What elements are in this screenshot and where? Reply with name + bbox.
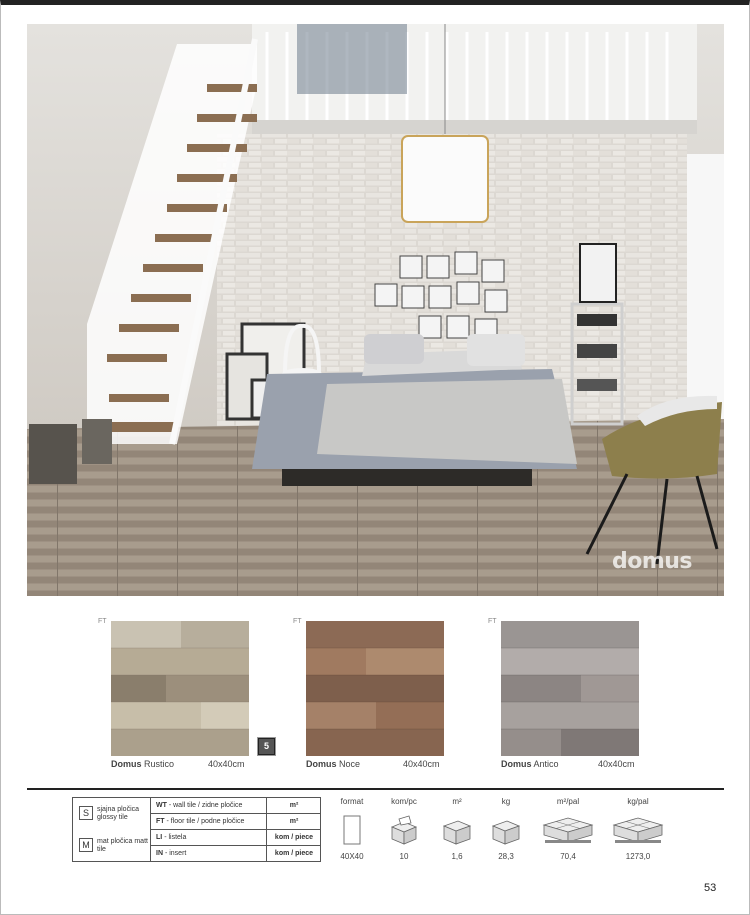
legend-row-in [151,846,321,862]
spec-value: 1,6 [451,852,463,861]
spec-header: format [340,797,364,806]
tile-caption [111,759,311,769]
legend-unit: m² [266,814,321,829]
spec-value: 40X40 [340,852,364,861]
spec-value: 1273,0 [625,852,651,861]
legend-row-ft [151,814,321,830]
pallet-icon [540,815,596,845]
spec-pieces [384,797,424,861]
tile-swatch-rustico [111,621,249,756]
tile-format: 40x40cm [403,759,440,769]
page-number: 53 [704,882,717,894]
hero-watermark: domus [611,549,692,574]
legend-unit: m² [266,798,321,813]
legend-code: WT - wall tile / zidne pločice [156,802,243,809]
tile-caption [501,759,701,769]
tile-caption [306,759,506,769]
tile-series: Domus [111,759,142,769]
tile-format: 40x40cm [208,759,245,769]
tile-code: FT [488,618,497,625]
tile-code: FT [293,618,302,625]
tile-variant: Antico [533,759,559,769]
format-square-icon [332,815,372,845]
spec-weight-per-pallet [610,797,666,861]
legend-table [72,797,321,862]
spec-weight [489,797,523,861]
legend-unit: kom / piece [266,830,321,845]
divider-rule [27,788,724,790]
matt-label: mat pločica matt tile [97,838,148,853]
spec-header: kom/pc [391,797,417,806]
spec-header: kg [501,797,511,806]
tile-noce[interactable] [293,618,486,778]
spec-value: 28,3 [498,852,514,861]
glossy-label: sjajna pločica glossy tile [97,806,140,821]
spec-header: kg/pal [627,797,649,806]
spec-format [332,797,372,861]
legend-row-li [151,830,321,846]
tile-antico[interactable] [488,618,681,778]
loft-bedroom-illustration [27,24,724,596]
legend-unit: kom / piece [266,846,321,861]
spec-value: 70,4 [560,852,576,861]
legend-code: IN - insert [156,850,187,857]
tile-format: 40x40cm [598,759,635,769]
spec-area [440,797,474,861]
tile-variant: Noce [339,759,361,769]
matt-symbol: M [79,838,93,852]
legend-code: FT - floor tile / podne pločice [156,818,245,825]
open-box-icon [384,815,424,845]
spec-area-per-pallet [540,797,596,861]
tile-swatch-antico [501,621,639,756]
pallet-weight-icon [610,815,666,845]
quality-badge: 5 [258,738,275,755]
spec-value: 10 [399,852,409,861]
tile-swatch-noce [306,621,444,756]
glossy-symbol: S [79,806,93,820]
hero-photo [27,24,724,596]
tile-series: Domus [306,759,337,769]
tile-series: Domus [501,759,532,769]
legend-code: LI - listela [156,834,187,841]
box-icon [440,815,474,845]
tile-code: FT [98,618,107,625]
legend-finish-column [73,798,151,861]
spec-header: m²/pal [556,797,580,806]
spec-header: m² [452,797,462,806]
tile-variant: Rustico [144,759,175,769]
box-weight-icon [489,815,523,845]
legend-row-wt [151,798,321,814]
